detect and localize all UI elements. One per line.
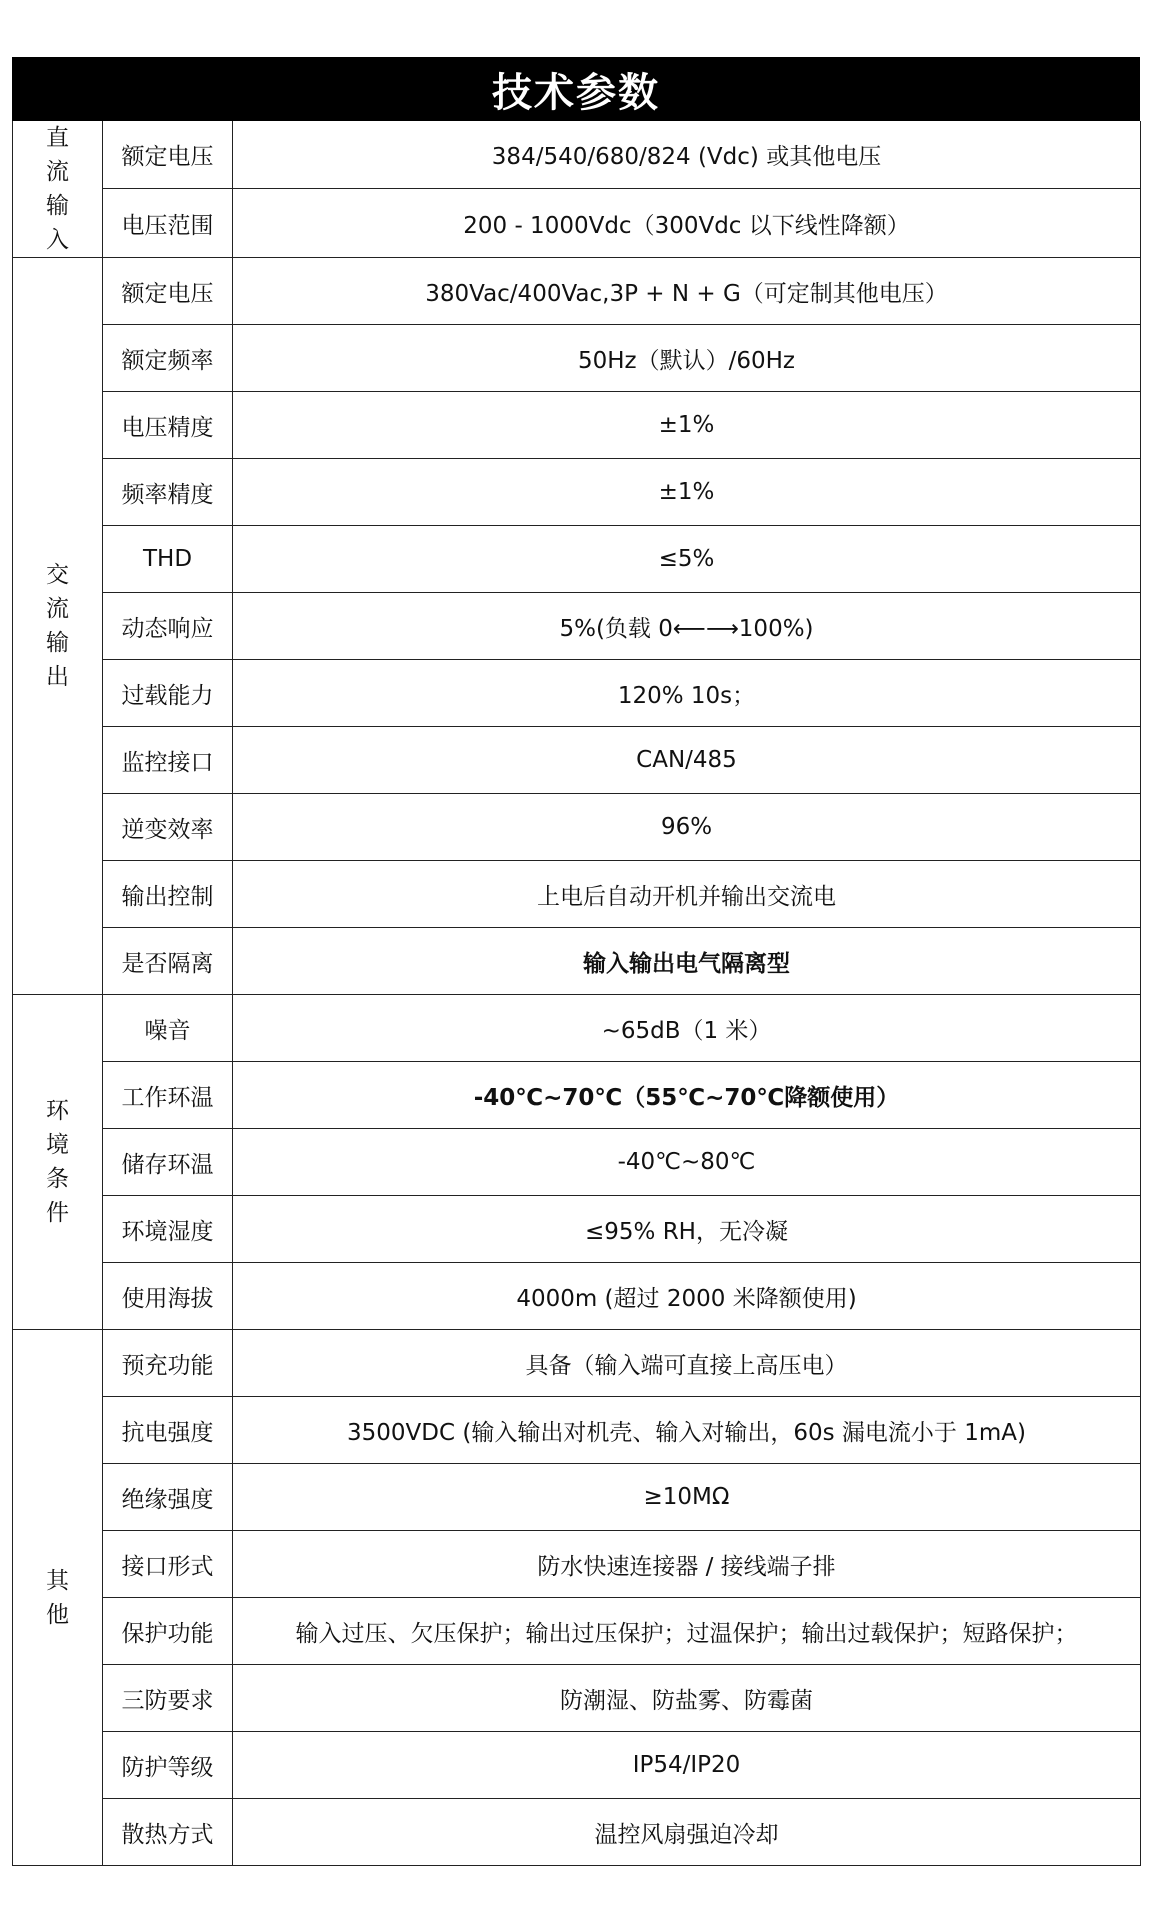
table-row: [13, 1129, 1141, 1196]
param-label: 额定电压: [103, 258, 233, 325]
table-row: [13, 1531, 1141, 1598]
param-label: 三防要求: [103, 1665, 233, 1732]
spec-table-body: [13, 121, 1141, 1866]
table-row: [13, 727, 1141, 794]
param-label: 保护功能: [103, 1598, 233, 1665]
param-label: 环境湿度: [103, 1196, 233, 1263]
param-label: THD: [103, 526, 233, 593]
param-label: 使用海拔: [103, 1263, 233, 1330]
param-label: 散热方式: [103, 1799, 233, 1866]
page-title: 技术参数: [12, 57, 1140, 121]
param-value: 200 - 1000Vdc（300Vdc 以下线性降额）: [233, 189, 1141, 258]
table-row: [13, 1799, 1141, 1866]
param-label: 额定频率: [103, 325, 233, 392]
param-value: CAN/485: [233, 727, 1141, 794]
group-label-text: 其他: [46, 1567, 69, 1628]
param-value: 384/540/680/824 (Vdc) 或其他电压: [233, 121, 1141, 189]
param-value: 120% 10s；: [233, 660, 1141, 727]
param-value: 3500VDC (输入输出对机壳、输入对输出，60s 漏电流小于 1mA): [233, 1397, 1141, 1464]
table-row: [13, 1665, 1141, 1732]
param-value: ≥10MΩ: [233, 1464, 1141, 1531]
table-row: [13, 1397, 1141, 1464]
param-label: 动态响应: [103, 593, 233, 660]
param-value: ≤5%: [233, 526, 1141, 593]
param-label: 储存环温: [103, 1129, 233, 1196]
group-label: [13, 121, 103, 258]
param-value: 具备（输入端可直接上高压电）: [233, 1330, 1141, 1397]
table-row: [13, 593, 1141, 660]
table-row: [13, 1263, 1141, 1330]
param-value: ~65dB（1 米）: [233, 995, 1141, 1062]
param-value: 上电后自动开机并输出交流电: [233, 861, 1141, 928]
param-value: 温控风扇强迫冷却: [233, 1799, 1141, 1866]
param-value: IP54/IP20: [233, 1732, 1141, 1799]
param-value: ±1%: [233, 392, 1141, 459]
param-label: 电压范围: [103, 189, 233, 258]
param-value: 5%(负载 0⟵⟶100%): [233, 593, 1141, 660]
param-label: 监控接口: [103, 727, 233, 794]
group-label-text: 环境条件: [46, 1098, 69, 1226]
table-row: [13, 325, 1141, 392]
table-row: [13, 794, 1141, 861]
param-value: 96%: [233, 794, 1141, 861]
table-row: [13, 459, 1141, 526]
param-value: 380Vac/400Vac,3P + N + G（可定制其他电压）: [233, 258, 1141, 325]
param-label: 电压精度: [103, 392, 233, 459]
table-row: [13, 121, 1141, 189]
table-row: [13, 1330, 1141, 1397]
param-value: 4000m (超过 2000 米降额使用): [233, 1263, 1141, 1330]
table-row: [13, 258, 1141, 325]
table-row: [13, 189, 1141, 258]
table-row: [13, 995, 1141, 1062]
spec-sheet: [12, 57, 1140, 1866]
table-row: [13, 1062, 1141, 1129]
table-row: [13, 392, 1141, 459]
param-label: 抗电强度: [103, 1397, 233, 1464]
param-label: 频率精度: [103, 459, 233, 526]
param-value: ≤95% RH，无冷凝: [233, 1196, 1141, 1263]
param-value: ±1%: [233, 459, 1141, 526]
group-label: [13, 1330, 103, 1866]
table-row: [13, 1598, 1141, 1665]
table-row: [13, 660, 1141, 727]
param-value: -40℃~70℃（55℃~70℃降额使用）: [233, 1062, 1141, 1129]
table-row: [13, 928, 1141, 995]
param-label: 预充功能: [103, 1330, 233, 1397]
param-label: 噪音: [103, 995, 233, 1062]
param-value: 防潮湿、防盐雾、防霉菌: [233, 1665, 1141, 1732]
param-value: 输入过压、欠压保护；输出过压保护；过温保护；输出过载保护；短路保护；: [233, 1598, 1141, 1665]
table-row: [13, 1196, 1141, 1263]
table-row: [13, 861, 1141, 928]
param-value: 50Hz（默认）/60Hz: [233, 325, 1141, 392]
table-row: [13, 1464, 1141, 1531]
param-label: 绝缘强度: [103, 1464, 233, 1531]
group-label: [13, 258, 103, 995]
spec-table: [12, 121, 1141, 1866]
param-label: 逆变效率: [103, 794, 233, 861]
param-label: 过载能力: [103, 660, 233, 727]
table-row: [13, 526, 1141, 593]
param-value: 输入输出电气隔离型: [233, 928, 1141, 995]
param-value: -40℃~80℃: [233, 1129, 1141, 1196]
group-label-text: 交流输出: [46, 562, 69, 690]
param-label: 防护等级: [103, 1732, 233, 1799]
table-row: [13, 1732, 1141, 1799]
group-label: [13, 995, 103, 1330]
param-label: 工作环温: [103, 1062, 233, 1129]
param-label: 额定电压: [103, 121, 233, 189]
param-label: 接口形式: [103, 1531, 233, 1598]
param-value: 防水快速连接器 / 接线端子排: [233, 1531, 1141, 1598]
group-label-text: 直流输入: [46, 125, 69, 253]
param-label: 是否隔离: [103, 928, 233, 995]
param-label: 输出控制: [103, 861, 233, 928]
